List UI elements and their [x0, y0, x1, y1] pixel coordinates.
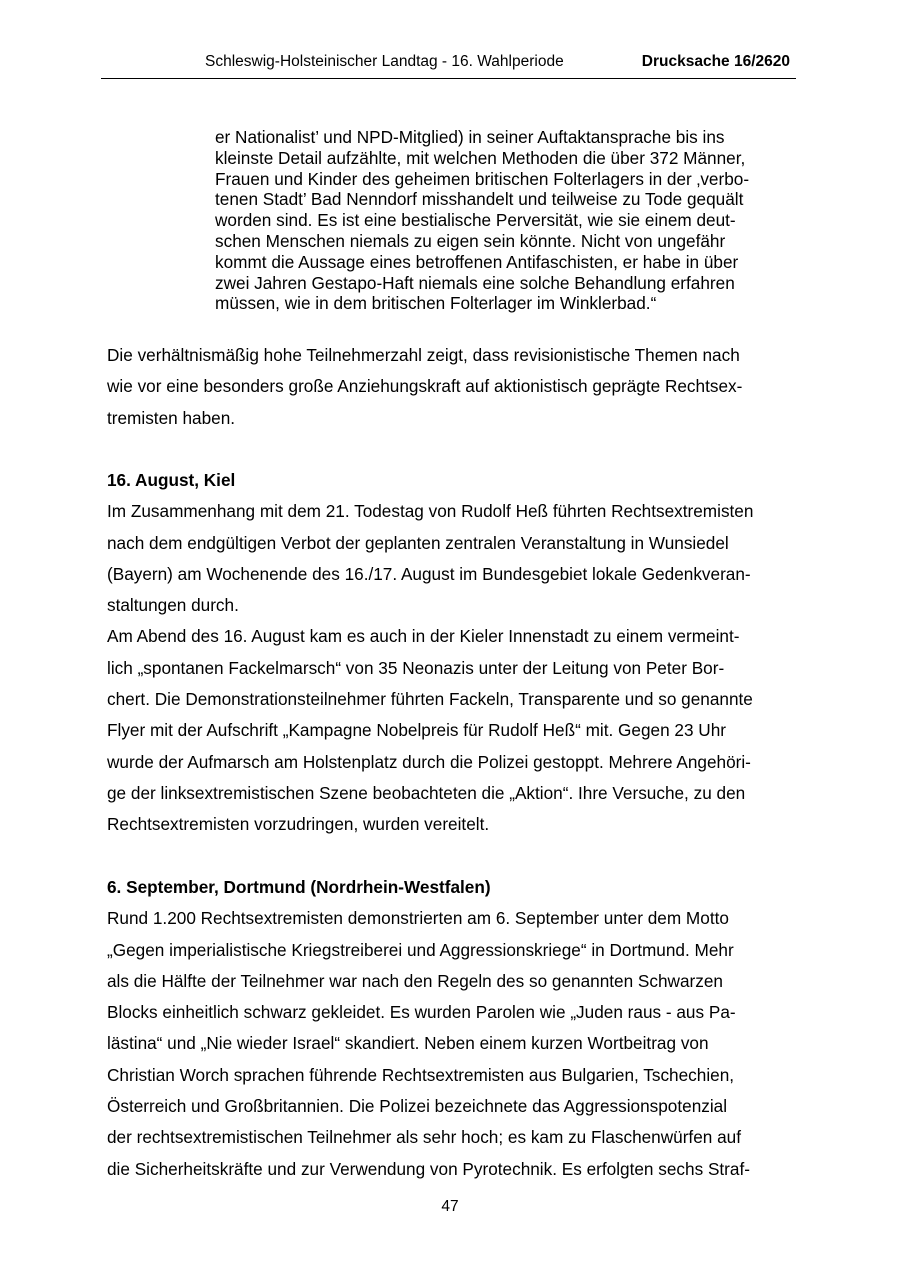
quote-line: schen Menschen niemals zu eigen sein könnte. Nicht von ungefähr — [215, 230, 726, 251]
quote-line: kleinste Detail aufzählte, mit welchen Methoden die über 372 Männer, — [215, 147, 746, 168]
paragraph-line: ge der linksextremistischen Szene beobachteten die „Aktion“. Ihre Versuche, zu den — [107, 782, 746, 803]
quote-line: worden sind. Es ist eine bestialische Perversität, wie sie einem deut- — [215, 210, 736, 231]
paragraph-line: die Sicherheitskräfte und zur Verwendung von Pyrotechnik. Es erfolgten sechs Straf- — [107, 1158, 750, 1179]
quote-line: müssen, wie in dem britischen Folterlager im Winklerbad.“ — [215, 293, 657, 314]
paragraph-line: nach dem endgültigen Verbot der geplanten zentralen Veranstaltung in Wunsiedel — [107, 532, 729, 553]
quote-line: kommt die Aussage eines betroffenen Antifaschisten, er habe in über — [215, 251, 739, 272]
paragraph-line: wurde der Aufmarsch am Holstenplatz durch die Polizei gestoppt. Mehrere Angehöri- — [107, 751, 751, 772]
quote-line: er Nationalist’ und NPD-Mitglied) in seiner Auftaktansprache bis ins — [215, 127, 725, 147]
paragraph-line: als die Hälfte der Teilnehmer war nach den Regeln des so genannten Schwarzen — [107, 970, 723, 991]
section-kiel — [107, 465, 797, 841]
paragraph-line: wie vor eine besonders große Anziehungskraft auf aktionistisch geprägte Rechtsex- — [107, 376, 743, 397]
paragraph-line: (Bayern) am Wochenende des 16./17. August im Bundesgebiet lokale Gedenkveran- — [107, 563, 751, 584]
page-number: 47 — [441, 1198, 459, 1215]
paragraph-line: Die verhältnismäßig hohe Teilnehmerzahl zeigt, dass revisionistische Themen nach — [107, 345, 740, 365]
document-number: Drucksache 16/2620 — [641, 53, 790, 70]
page-header — [101, 52, 796, 79]
header-title: Schleswig-Holsteinischer Landtag - 16. Wahlperiode — [205, 53, 564, 70]
paragraph-line: lich „spontanen Fackelmarsch“ von 35 Neonazis unter der Leitung von Peter Bor- — [107, 657, 725, 678]
paragraph-line: lästina“ und „Nie wieder Israel“ skandiert. Neben einem kurzen Wortbeitrag von — [107, 1033, 709, 1054]
paragraph-line: chert. Die Demonstrationsteilnehmer führten Fackeln, Transparente und so genannte — [107, 689, 753, 710]
paragraph-line: Im Zusammenhang mit dem 21. Todestag von Rudolf Heß führten Rechtsextremisten — [107, 501, 754, 522]
paragraph-line: Flyer mit der Aufschrift „Kampagne Nobelpreis für Rudolf Heß“ mit. Gegen 23 Uhr — [107, 720, 726, 741]
section-dortmund — [107, 872, 797, 1185]
intro-paragraph — [107, 340, 797, 434]
quote-line: zwei Jahren Gestapo-Haft niemals eine solche Behandlung erfahren — [215, 272, 735, 293]
quote-line: Frauen und Kinder des geheimen britischen Folterlagers in der ‚verbo- — [215, 168, 750, 189]
paragraph-line: Rund 1.200 Rechtsextremisten demonstrierten am 6. September unter dem Motto — [107, 908, 729, 929]
paragraph-line: Blocks einheitlich schwarz gekleidet. Es wurden Parolen wie „Juden raus - aus Pa- — [107, 1002, 736, 1023]
paragraph-line: staltungen durch. — [107, 595, 239, 616]
quote-line: tenen Stadt’ Bad Nenndorf misshandelt und teilweise zu Tode gequält — [215, 189, 744, 210]
paragraph-line: Rechtsextremisten vorzudringen, wurden vereitelt. — [107, 814, 490, 835]
paragraph-line: „Gegen imperialistische Kriegstreiberei und Aggressionskriege“ in Dortmund. Mehr — [107, 939, 734, 960]
paragraph-line: der rechtsextremistischen Teilnehmer als sehr hoch; es kam zu Flaschenwürfen auf — [107, 1127, 741, 1148]
paragraph-line: Österreich und Großbritannien. Die Polizei bezeichnete das Aggressionspotenzial — [107, 1096, 728, 1117]
paragraph-line: Christian Worch sprachen führende Rechtsextremisten aus Bulgarien, Tschechien, — [107, 1064, 735, 1085]
section-heading: 16. August, Kiel — [107, 470, 236, 490]
paragraph-line: tremisten haben. — [107, 407, 236, 428]
paragraph-line: Am Abend des 16. August kam es auch in der Kieler Innenstadt zu einem vermeint- — [107, 626, 740, 647]
quotation-block — [215, 127, 785, 314]
section-heading: 6. September, Dortmund (Nordrhein-Westfalen) — [107, 877, 491, 897]
